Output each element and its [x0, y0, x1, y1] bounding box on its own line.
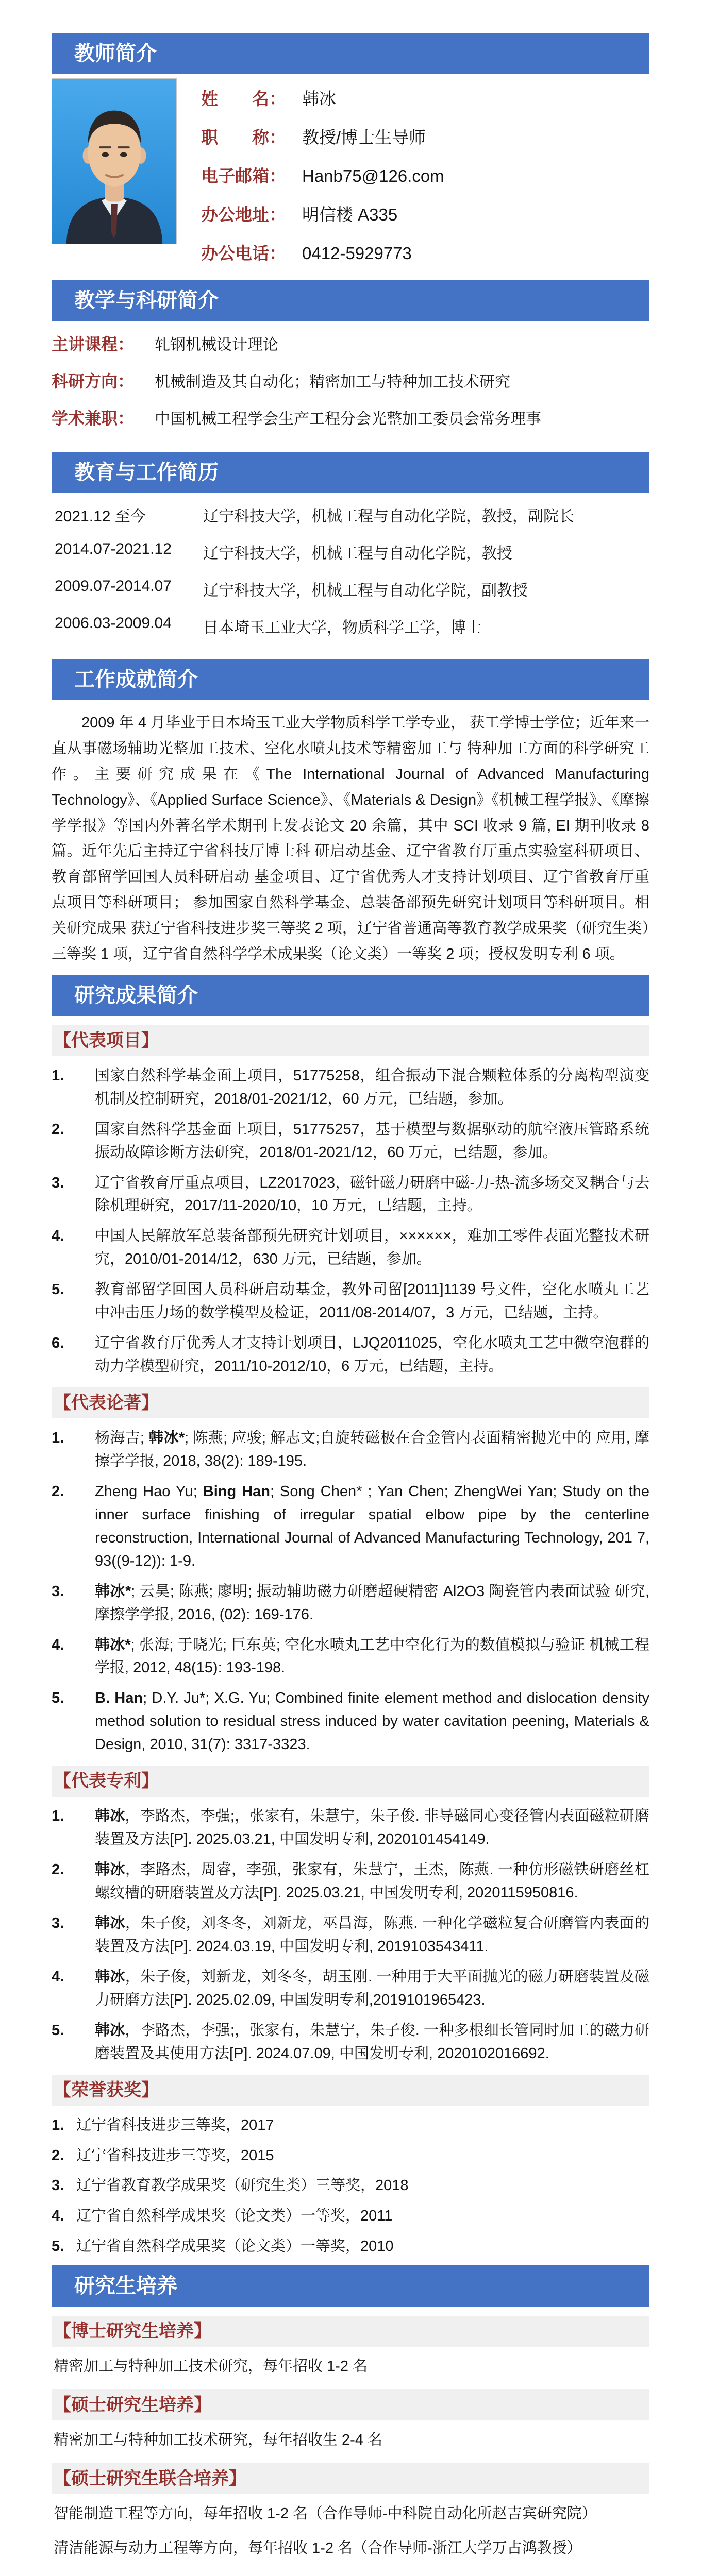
patent-item [52, 2019, 649, 2065]
item-number: 5. [52, 2238, 64, 2255]
item-number: 4. [52, 1636, 64, 1653]
section-title: 教师简介 [74, 42, 157, 65]
field-value: 韩冰 [302, 89, 336, 108]
project-item [52, 1332, 649, 1378]
section-title: 研究生培养 [74, 2275, 177, 2298]
project-item [52, 1172, 649, 1218]
career-block [52, 493, 649, 653]
achievements-paragraph: 2009 年 4 月毕业于日本埼玉工业大学物质科学工学专业， 获工学博士学位；近年来一直从事磁场辅助光整加工技术、空化水喷丸技术等精密加工与 特种加工方面的科学研究工作。主要研究成果在《The International Journal of Advanced Manufacturing Technology》、《Applied Surface Science》、《Materials & Design》《机械工程学报》、《摩擦学学报》等国内外著名学术期刊上发表论文 20 余篇，其中 SCI 收录 9 篇, EI 期刊收录 8 篇。近年先后主持辽宁省科技厅博士科 研启动基金、辽宁省教育厅重点实验室科研项目、教育部留学回国人员科研启动 基金项目、辽宁省优秀人才支持计划项目、辽宁省教育厅重点项目等科研项目； 参加国家自然科学基金、总装备部预先研究计划项目等科研项目。相关研究成果 获辽宁省科技进步奖三等奖 2 项，辽宁省普通高等教育教学成果奖（研究生类）三等奖 1 项，辽宁省自然科学学术成果奖（论文类）一等奖 2 项；授权发明专利 6 项。 [52, 715, 649, 962]
project-text: 辽宁省教育厅优秀人才支持计划项目，LJQ2011025，空化水喷丸工艺中微空泡群的动力学模型研究，2011/10-2012/10，6 万元，已结题，主持。 [95, 1335, 649, 1375]
field-label: 职 称： [201, 128, 286, 147]
item-number: 4. [52, 2208, 64, 2225]
honor-text: 辽宁省自然科学成果奖（论文类）一等奖，2010 [76, 2238, 394, 2255]
profile-field-office [201, 201, 649, 226]
item-number: 2. [52, 1861, 64, 1878]
publication-item [52, 1687, 649, 1756]
section-header-teacher-profile [52, 33, 649, 74]
author-highlight: 韩冰 [95, 1808, 125, 1825]
honor-text: 辽宁省教育教学成果奖（研究生类）三等奖，2018 [76, 2177, 409, 2194]
teaching-research-block [52, 321, 649, 446]
section-title: 研究成果简介 [74, 984, 198, 1007]
author-highlight: 韩冰 [95, 2022, 125, 2039]
joint-training-line: 清洁能源与动力工程等方向，每年招收 1-2 名（合作导师-浙江大学万占鸿教授） [54, 2540, 582, 2557]
author-highlight: 韩冰* [95, 1583, 131, 1600]
field-value: 中国机械工程学会生产工程分会光整加工委员会常务理事 [155, 411, 541, 428]
project-text: 教育部留学回国人员科研启动基金，教外司留[2011]1139 号文件，空化水喷丸工艺中冲击压力场的数学模型及检证，2011/08-2014/07，3 万元，已结题，主持。 [95, 1281, 649, 1321]
field-value: 机械制造及其自动化；精密加工与特种加工技术研究 [155, 374, 510, 391]
item-number: 1. [52, 1430, 64, 1446]
honor-text: 辽宁省科技进步三等奖，2015 [76, 2147, 274, 2164]
publication-text: 杨海吉; 韩冰*; 陈燕; 应骏; 解志文;自旋转磁极在合金管内表面精密抛光中的 应用, 摩擦学学报, 2018, 38(2): 189-195. [95, 1430, 649, 1469]
honor-text: 辽宁省科技进步三等奖，2017 [76, 2116, 274, 2133]
teaching-field-research-direction [52, 368, 649, 392]
profile-photo-graphic [52, 79, 176, 244]
section-header-achievements [52, 659, 649, 700]
career-row [55, 540, 649, 563]
project-item [52, 1278, 649, 1325]
career-period: 2021.12 至今 [55, 508, 146, 525]
item-number: 2. [52, 1121, 64, 1138]
item-number: 5. [52, 1281, 64, 1298]
patent-item [52, 1805, 649, 1851]
subheading-phd-training: 【博士研究生培养】 [52, 2316, 649, 2347]
field-label: 学术兼职： [52, 409, 135, 428]
section-header-teaching-research [52, 280, 649, 321]
field-label: 科研方向： [52, 372, 135, 391]
field-value: 教授/博士生导师 [302, 128, 426, 147]
section-title: 工作成就简介 [74, 668, 198, 691]
profile-field-name [201, 86, 649, 110]
joint-training-line: 智能制造工程等方向，每年招收 1-2 名（合作导师-中科院自动化所赵吉宾研究院） [54, 2505, 597, 2522]
profile-field-email [201, 163, 649, 187]
patent-item [52, 1965, 649, 2012]
subheading-masters-training: 【硕士研究生培养】 [52, 2389, 649, 2420]
author-highlight: 韩冰 [95, 1914, 125, 1931]
phd-training-text: 精密加工与特种加工技术研究，每年招收 1-2 名 [54, 2358, 368, 2375]
patent-text: 韩冰，李路杰，李强;，张家有，朱慧宁，朱子俊. 非导磁同心变径管内表面磁粒研磨装置及方法[P]. 2025.03.21, 中国发明专利, 2020101454149. [95, 1808, 649, 1848]
career-detail: 辽宁科技大学，机械工程与自动化学院，教授 [203, 545, 512, 562]
career-row [55, 503, 649, 526]
publication-text: Zheng Hao Yu; Bing Han; Song Chen* ; Yan Chen; ZhengWei Yan; Study on the inner surface finishing of irregular spatial elbow pipe by the centerline reconstruction, International Journal of Advanced Manufacturing Technology, 201 7, 93((9-12)): 1-9. [95, 1483, 649, 1569]
project-text: 国家自然科学基金面上项目，51775257，基于模型与数据驱动的航空液压管路系统振动故障诊断方法研究，2018/01-2021/12，60 万元，已结题，参加。 [95, 1121, 649, 1161]
author-highlight: 韩冰 [95, 1968, 125, 1985]
patent-text: 韩冰，朱子俊，刘冬冬，刘新龙，巫昌海，陈燕. 一种化学磁粒复合研磨管内表面的装置及方法[P]. 2024.03.19, 中国发明专利, 2019103543411. [95, 1914, 649, 1955]
subheading-joint-masters-training: 【硕士研究生联合培养】 [52, 2463, 649, 2494]
patent-item [52, 1858, 649, 1905]
publication-text: 韩冰*; 云昊; 陈燕; 廖明; 振动辅助磁力研磨超硬精密 Al2O3 陶瓷管内表面试验 研究, 摩擦学学报, 2016, (02): 169-176. [95, 1583, 649, 1623]
item-number: 4. [52, 1968, 64, 1985]
honor-item [52, 2235, 649, 2258]
section-header-research-outcomes [52, 975, 649, 1016]
author-highlight: 韩冰* [95, 1636, 131, 1653]
honor-item [52, 2205, 649, 2228]
profile-field-title [201, 124, 649, 148]
item-number: 6. [52, 1335, 64, 1352]
publication-item [52, 1427, 649, 1473]
career-period: 2014.07-2021.12 [55, 540, 172, 557]
career-row [55, 578, 649, 600]
honor-item [52, 2144, 649, 2167]
publication-item [52, 1634, 649, 1680]
subheading-representative-publications: 【代表论著】 [52, 1387, 649, 1418]
item-number: 3. [52, 1914, 64, 1931]
field-label: 主讲课程： [52, 335, 135, 353]
section-title: 教育与工作简历 [74, 461, 219, 484]
career-row [55, 615, 649, 637]
item-number: 1. [52, 2116, 64, 2133]
project-item [52, 1064, 649, 1111]
publication-item [52, 1580, 649, 1626]
section-header-career [52, 452, 649, 493]
author-highlight: Bing Han [203, 1483, 270, 1500]
item-number: 1. [52, 1067, 64, 1084]
teaching-field-academic-posts [52, 405, 649, 429]
section-title: 教学与科研简介 [74, 289, 219, 312]
patent-text: 韩冰，李路杰，李强;，张家有，朱慧宁，朱子俊. 一种多根细长管同时加工的磁力研磨装置及其使用方法[P]. 2024.07.09, 中国发明专利, 2020102016692. [95, 2022, 649, 2062]
subheading-honors: 【荣誉获奖】 [52, 2075, 649, 2106]
item-number: 3. [52, 2177, 64, 2194]
project-text: 中国人民解放军总装备部预先研究计划项目，××××××，难加工零件表面光整技术研究，2010/01-2014/12，630 万元，已结题，参加。 [95, 1228, 649, 1268]
author-highlight: 韩冰* [148, 1430, 185, 1446]
section-header-graduate-training [52, 2265, 649, 2307]
honor-item [52, 2114, 649, 2137]
profile-fields [201, 78, 649, 272]
item-number: 4. [52, 1228, 64, 1245]
subheading-representative-projects: 【代表项目】 [52, 1025, 649, 1056]
field-value-email: Hanb75@126.com [302, 166, 444, 185]
honor-text: 辽宁省自然科学成果奖（论文类）一等奖，2011 [76, 2208, 393, 2225]
patent-item [52, 1912, 649, 1958]
masters-training-text: 精密加工与特种加工技术研究，每年招收生 2-4 名 [54, 2432, 383, 2449]
item-number: 3. [52, 1174, 64, 1191]
project-text: 国家自然科学基金面上项目，51775258，组合振动下混合颗粒体系的分离构型演变机制及控制研究，2018/01-2021/12，60 万元，已结题，参加。 [95, 1067, 649, 1107]
subheading-representative-patents: 【代表专利】 [52, 1766, 649, 1797]
item-number: 3. [52, 1583, 64, 1600]
field-label: 姓 名： [201, 89, 286, 108]
patent-text: 韩冰，李路杰，周睿，李强，张家有，朱慧宁，王杰，陈燕. 一种仿形磁铁研磨丝杠螺纹槽的研磨装置及方法[P]. 2025.03.21, 中国发明专利, 2020115950816. [95, 1861, 649, 1901]
publication-text: B. Han; D.Y. Ju*; X.G. Yu; Combined finite element method and dislocation density method solution to residual stress induced by water cavitation peening, Materials & Design, 2010, 31(7): 3317-3323. [95, 1690, 649, 1753]
career-detail: 辽宁科技大学，机械工程与自动化学院，教授，副院长 [203, 508, 574, 525]
field-label: 办公地址： [201, 205, 286, 224]
project-text: 辽宁省教育厅重点项目，LZ2017023，磁针磁力研磨中磁-力-热-流多场交叉耦合与去除机理研究，2017/11-2020/10，10 万元，已结题，主持。 [95, 1174, 649, 1214]
patent-text: 韩冰，朱子俊，刘新龙，刘冬冬，胡玉刚. 一种用于大平面抛光的磁力研磨装置及磁力研磨方法[P]. 2025.02.09, 中国发明专利,2019101965423. [95, 1968, 649, 2008]
item-number: 5. [52, 1690, 64, 1707]
profile-info-block [52, 74, 649, 274]
career-period: 2009.07-2014.07 [55, 578, 172, 595]
honor-item [52, 2174, 649, 2197]
field-label: 办公电话： [201, 244, 286, 263]
career-period: 2006.03-2009.04 [55, 615, 172, 632]
item-number: 5. [52, 2022, 64, 2039]
field-value: 0412-5929773 [302, 244, 412, 263]
field-label: 电子邮箱： [201, 166, 286, 185]
project-item [52, 1118, 649, 1164]
item-number: 2. [52, 1483, 64, 1500]
author-highlight: B. Han [95, 1690, 143, 1707]
publication-text: 韩冰*; 张海; 于晓光; 巨东英; 空化水喷丸工艺中空化行为的数值模拟与验证 机械工程学报, 2012, 48(15): 193-198. [95, 1636, 650, 1676]
item-number: 2. [52, 2147, 64, 2164]
field-value: 轧钢机械设计理论 [155, 336, 278, 353]
profile-field-phone [201, 240, 649, 264]
teaching-field-courses [52, 331, 649, 355]
profile-photo [52, 78, 177, 244]
publication-item [52, 1480, 649, 1573]
author-highlight: 韩冰 [95, 1861, 125, 1878]
item-number: 1. [52, 1808, 64, 1825]
field-value: 明信楼 A335 [302, 205, 398, 224]
project-item [52, 1225, 649, 1271]
career-detail: 日本埼玉工业大学，物质科学工学，博士 [203, 619, 481, 636]
career-detail: 辽宁科技大学，机械工程与自动化学院，副教授 [203, 582, 528, 599]
